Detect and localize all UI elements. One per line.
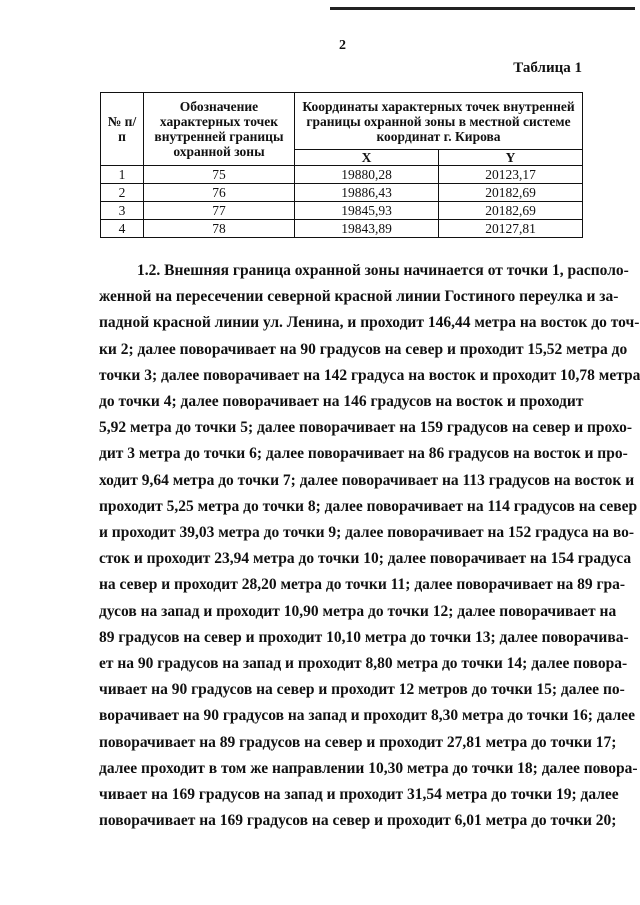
text-line: далее проходит в том же направлении 10,30 метра до точки 18; далее поворa-	[99, 759, 638, 777]
table-row	[101, 202, 583, 220]
cell-x: 19886,43	[295, 184, 439, 202]
text-line: чивает на 90 градусов на север и проходит 12 метров до точки 15; далее по-	[99, 681, 625, 699]
text-line: ки 2; далее поворачивает на 90 градусов на север и проходит 15,52 метра до	[99, 340, 628, 358]
text-line: ворачивает на 90 градусов на запад и проходит 8,30 метра до точки 16; далее	[99, 707, 635, 725]
cell-num: 1	[101, 166, 144, 184]
header-num: № п/п	[101, 93, 144, 166]
text-line: ходит 9,64 метра до точки 7; далее поворачивает на 113 градусов на восток и	[99, 471, 635, 489]
text-line: и проходит 39,03 метра до точки 9; далее поворачивает на 152 градуса на во-	[99, 524, 635, 542]
cell-num: 2	[101, 184, 144, 202]
cell-x: 19845,93	[295, 202, 439, 220]
text-line: проходит 5,25 метра до точки 8; далее поворачивает на 114 градусов на север	[99, 497, 638, 515]
cell-y: 20123,17	[439, 166, 583, 184]
cell-y: 20182,69	[439, 202, 583, 220]
text-line: чивает на 169 градусов на запад и проходит 31,54 метра до точки 19; далее	[99, 786, 619, 804]
table-row	[101, 184, 583, 202]
text-line: падной красной линии ул. Ленина, и проходит 146,44 метра на восток до точ-	[99, 314, 640, 332]
cell-y: 20127,81	[439, 220, 583, 238]
header-coordinates: Координаты характерных точек внутренней границы охранной зоны в местной системе координат г. Кирова	[295, 93, 583, 150]
text-line: дит 3 метра до точки 6; далее поворачивает на 86 градусов на восток и про-	[99, 445, 628, 463]
cell-num: 3	[101, 202, 144, 220]
text-line: 1.2. Внешняя граница охранной зоны начинается от точки 1, располо-	[137, 262, 629, 279]
header-x: X	[295, 150, 439, 166]
cell-x: 19843,89	[295, 220, 439, 238]
text-line: 5,92 метра до точки 5; далее поворачивает на 159 градусов на север и прохо-	[99, 419, 632, 437]
table-caption: Таблица 1	[513, 60, 582, 76]
coordinates-table	[100, 92, 583, 238]
text-line: поворачивает на 89 градусов на север и проходит 27,81 метра до точки 17;	[99, 733, 617, 751]
text-line: дусов на запад и проходит 10,90 метра до точки 12; далее поворачивает на	[99, 602, 617, 620]
header-point-name: Обозначение характерных точек внутренней границы охранной зоны	[143, 93, 294, 166]
text-line: женной на пересечении северной красной линии Гостиного переулка и за-	[99, 288, 619, 306]
table-row	[101, 220, 583, 238]
text-line: точки 3; далее поворачивает на 142 градуса на восток и проходит 10,78 метра	[99, 366, 640, 384]
cell-num: 4	[101, 220, 144, 238]
top-rule	[330, 7, 635, 10]
cell-x: 19880,28	[295, 166, 439, 184]
cell-y: 20182,69	[439, 184, 583, 202]
table-row	[101, 166, 583, 184]
cell-point-name: 75	[143, 166, 294, 184]
cell-point-name: 76	[143, 184, 294, 202]
cell-point-name: 78	[143, 220, 294, 238]
header-y: Y	[439, 150, 583, 166]
cell-point-name: 77	[143, 202, 294, 220]
text-line: поворачивает на 169 градусов на север и проходит 6,01 метра до точки 20;	[99, 812, 617, 830]
text-line: 89 градусов на север и проходит 10,10 метра до точки 13; далее поворачива-	[99, 628, 629, 646]
text-line: сток и проходит 23,94 метра до точки 10; далее поворачивает на 154 градуса	[99, 550, 632, 568]
text-line: ет на 90 градусов на запад и проходит 8,80 метра до точки 14; далее поворa-	[99, 655, 628, 673]
page-number: 2	[339, 38, 346, 53]
body-text	[99, 258, 640, 834]
text-line: до точки 4; далее поворачивает на 146 градусов на восток и проходит	[99, 393, 584, 411]
text-line: на север и проходит 28,20 метра до точки 11; далее поворачивает на 89 гра-	[99, 576, 626, 594]
